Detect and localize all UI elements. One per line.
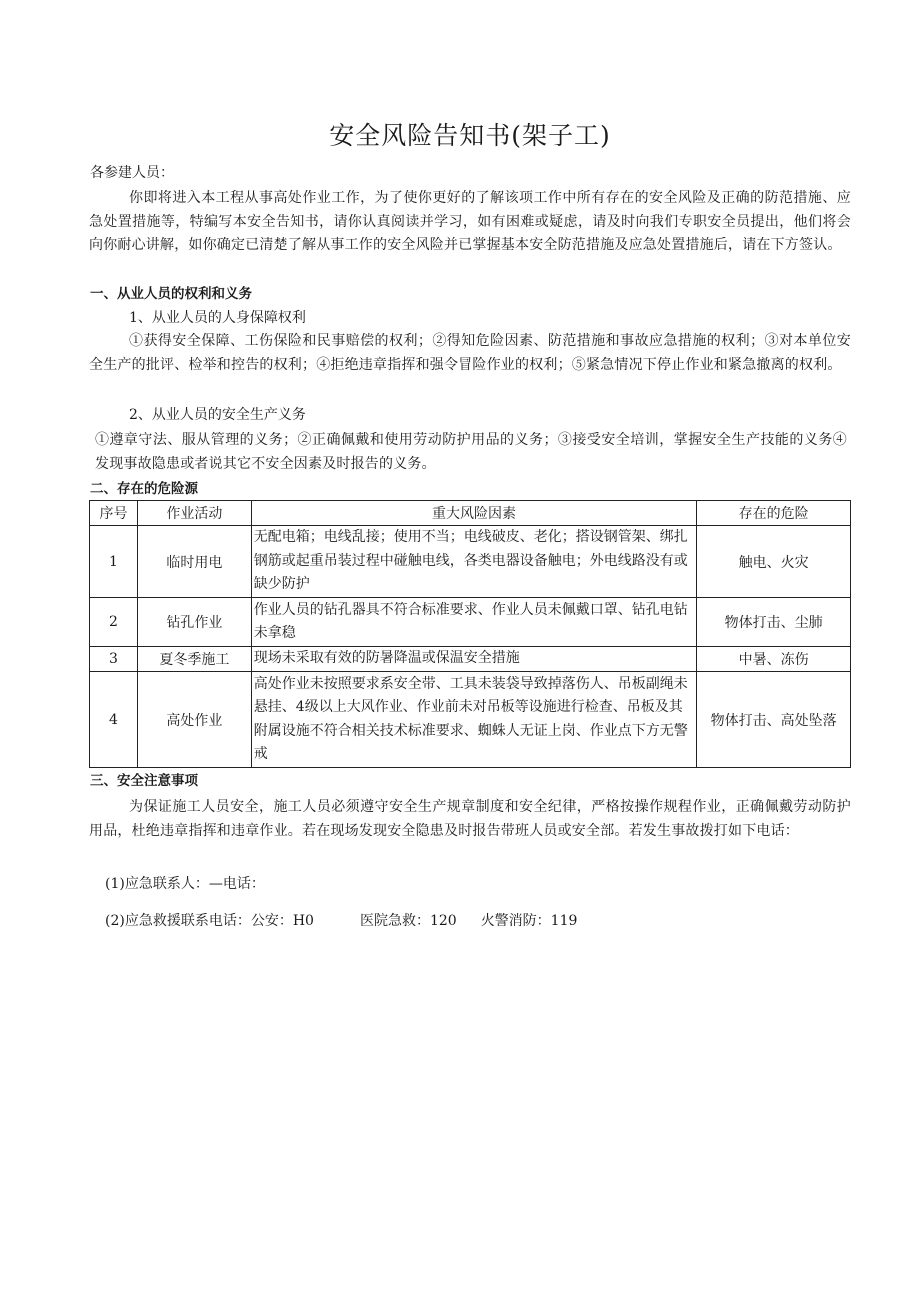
rights-paragraph: ①获得安全保障、工伤保险和民事赔偿的权利；②得知危险因素、防范措施和事故应急措施的权利；③对本单位安全生产的批评、检举和控告的权利；④拒绝违章指挥和强令冒险作业的权利；⑤紧急情况下停止作业和紧急撤离的权利。 — [89, 333, 851, 373]
section1-heading: 一、从业人员的权利和义务 — [90, 286, 252, 302]
row-risk-factor: 高处作业未按照要求系安全带、工具未装袋导致掉落伤人、吊板副绳未悬挂、4级以上大风作业、作业前未对吊板等设施进行检查、吊板及其附属设施不符合相关技术标准要求、蜘蛛人无证上岗、作业点下方无警戒 — [251, 672, 696, 768]
column-header: 序号 — [90, 501, 138, 526]
salutation: 各参建人员： — [90, 165, 174, 181]
row-activity: 高处作业 — [137, 672, 251, 768]
section3-heading: 三、安全注意事项 — [90, 773, 198, 789]
row-activity: 临时用电 — [137, 526, 251, 598]
column-header: 作业活动 — [137, 501, 251, 526]
section2-heading: 二、存在的危险源 — [90, 481, 198, 497]
row-risk-factor: 现场未采取有效的防暑降温或保温安全措施 — [251, 647, 696, 672]
column-header: 重大风险因素 — [251, 501, 696, 526]
intro-paragraph: 你即将进入本工程从事高处作业工作，为了使你更好的了解该项工作中所有存在的安全风险及正确的防范措施、应急处置措施等，特编写本安全告知书，请你认真阅读并学习，如有困难或疑虑，请及时向我们专职安全员提出，他们将会向你耐心讲解，如你确定已清楚了解从事工作的安全风险并已掌握基本安全防范措施及应急处置措施后，请在下方签认。 — [89, 190, 851, 253]
row-hazard: 物体打击、尘肺 — [697, 598, 851, 647]
fire-phone: 火警消防：119 — [480, 913, 578, 929]
row-number: 2 — [90, 598, 138, 647]
row-hazard: 触电、火灾 — [697, 526, 851, 598]
row-risk-factor: 无配电箱；电线乱接；使用不当；电线破皮、老化；搭设钢管架、绑扎钢筋或起重吊装过程中碰触电线，各类电器设备触电；外电线路没有或缺少防护 — [251, 526, 696, 598]
hazard-table — [89, 500, 851, 768]
hospital-phone: 医院急救：120 — [359, 913, 457, 929]
document-title: 安全风险告知书(架子工) — [329, 121, 611, 150]
row-number: 4 — [90, 672, 138, 768]
table-row — [90, 672, 851, 768]
column-header: 存在的危险 — [697, 501, 851, 526]
row-hazard: 物体打击、高处坠落 — [697, 672, 851, 768]
row-activity: 夏冬季施工 — [137, 647, 251, 672]
table-header-row — [90, 501, 851, 526]
table-row — [90, 647, 851, 672]
police-phone: (2)应急救援联系电话：公安：H0 — [105, 913, 314, 929]
row-number: 1 — [90, 526, 138, 598]
table-row — [90, 598, 851, 647]
duties-paragraph: ①遵章守法、服从管理的义务；②正确佩戴和使用劳动防护用品的义务；③接受安全培训，掌握安全生产技能的义务④发现事故隐患或者说其它不安全因素及时报告的义务。 — [95, 432, 847, 472]
row-number: 3 — [90, 647, 138, 672]
section1-sub1-title: 1、从业人员的人身保障权利 — [129, 310, 306, 326]
emergency-phone-line — [105, 911, 577, 931]
row-activity: 钻孔作业 — [137, 598, 251, 647]
row-risk-factor: 作业人员的钻孔器具不符合标准要求、作业人员未佩戴口罩、钻孔电钻未拿稳 — [251, 598, 696, 647]
table-row — [90, 526, 851, 598]
notice-paragraph: 为保证施工人员安全，施工人员必须遵守安全生产规章制度和安全纪律，严格按操作规程作业，正确佩戴劳动防护用品，杜绝违章指挥和违章作业。若在现场发现安全隐患及时报告带班人员或安全部。若发生事故拨打如下电话： — [89, 799, 851, 839]
row-hazard: 中暑、冻伤 — [697, 647, 851, 672]
section1-sub2-title: 2、从业人员的安全生产义务 — [129, 407, 306, 423]
emergency-contact-line: (1)应急联系人：—电话： — [105, 876, 265, 892]
